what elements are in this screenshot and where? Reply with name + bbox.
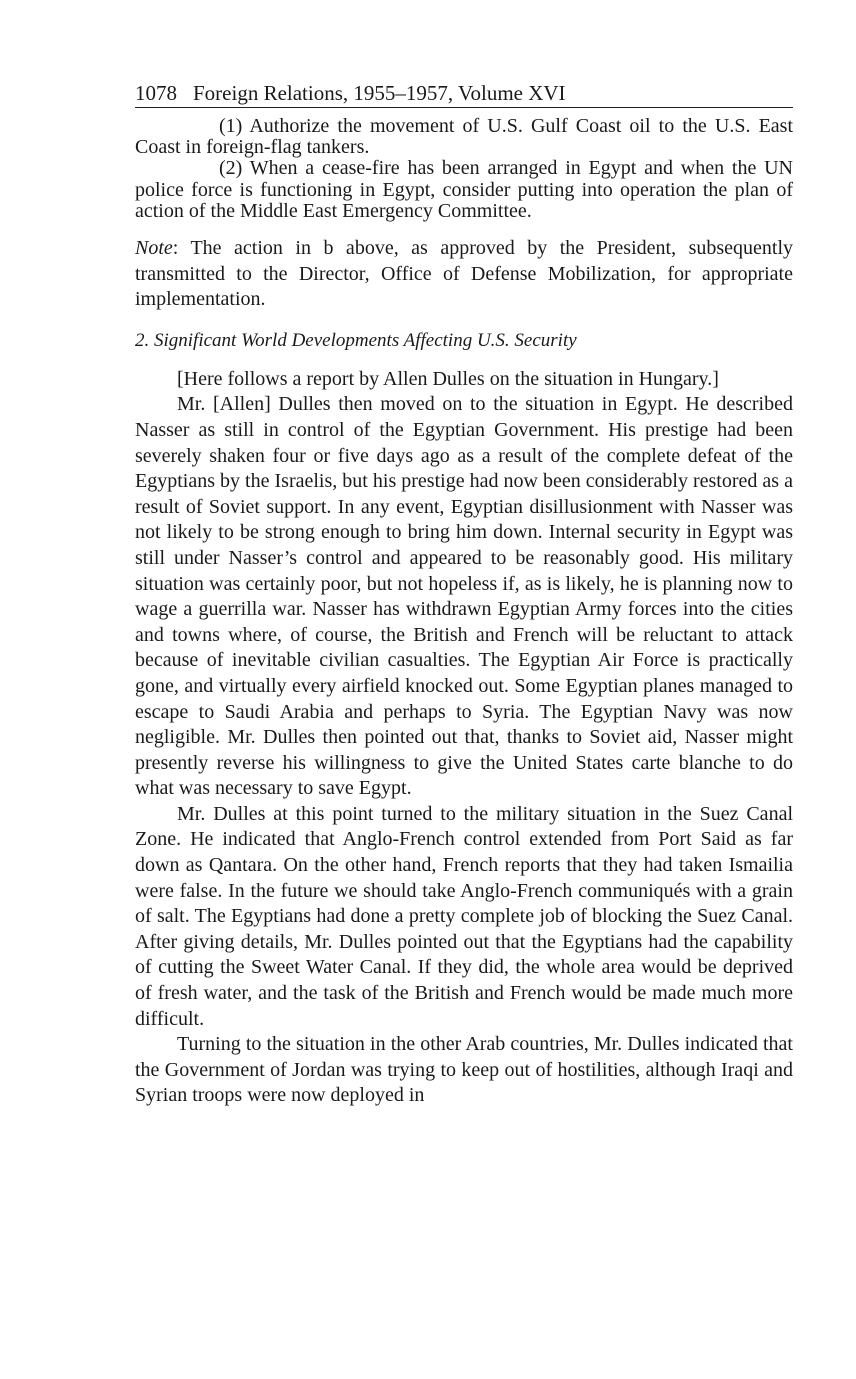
volume-title: Foreign Relations, 1955–1957, Volume XVI — [193, 81, 566, 105]
page-number: 1078 — [135, 81, 177, 105]
list-item-1: (1) Authorize the movement of U.S. Gulf Coast oil to the U.S. East Coast in foreign-flag tankers. — [135, 115, 793, 159]
paragraph-suez: Mr. Dulles at this point turned to the military situation in the Suez Canal Zone. He indicated that Anglo-French control extended from Port Said as far down as Qantara. On the other hand, French reports that they had taken Ismailia were false. In the future we should take Anglo-French communiqués with a grain of salt. The Egyptians had done a pretty complete job of blocking the Suez Canal. After giving details, Mr. Dulles pointed out that the Egyptians had the capability of cutting the Sweet Water Canal. If they did, the whole area would be deprived of fresh water, and the task of the British and French would be made much more difficult. — [135, 802, 793, 1030]
paragraph-egypt: Mr. [Allen] Dulles then moved on to the situation in Egypt. He described Nasser as still in control of the Egyptian Government. His prestige had been severely shaken four or five days ago as a result of the complete defeat of the Egyptians by the Israelis, but his prestige had now been considerably restored as a result of Soviet support. In any event, Egyptian disillusionment with Nasser was not likely to be strong enough to bring him down. Internal security in Egypt was still under Nasser’s control and appeared to be reasonably good. His military situation was certainly poor, but not hopeless if, as is likely, he is planning now to wage a guerrilla war. Nasser has withdrawn Egyptian Army forces into the cities and towns where, of course, the British and French will be reluctant to attack because of inevitable civilian casualties. The Egyptian Air Force is practically gone, and virtually every airfield knocked out. Some Egyptian planes managed to escape to Saudi Arabia and perhaps to Syria. The Egyptian Navy was now negligible. Mr. Dulles then pointed out that, thanks to Soviet aid, Nasser might presently reverse his willingness to give the United States carte blanche to do what was necessary to save Egypt. — [135, 393, 793, 800]
section-heading: 2. Significant World Developments Affecting U.S. Security — [135, 329, 577, 351]
paragraph-hungary: [Here follows a report by Allen Dulles on the situation in Hungary.] — [177, 367, 719, 390]
recommendation-list — [135, 115, 793, 222]
running-head — [135, 80, 793, 108]
paragraph-arab-countries: Turning to the situation in the other Arab countries, Mr. Dulles indicated that the Government of Jordan was trying to keep out of hostilities, although Iraqi and Syrian troops were now deployed in — [135, 1033, 793, 1107]
note-paragraph — [135, 236, 793, 313]
list-item-2: (2) When a cease-fire has been arranged in Egypt and when the UN police force is functioning in Egypt, consider putting into operation the plan of action of the Middle East Emergency Committee. — [135, 157, 793, 222]
note-text: : The action in b above, as approved by the President, subsequently transmitted to the Director, Office of Defense Mobilization, for appropriate implementation. — [135, 237, 793, 311]
note-label: Note — [135, 237, 173, 260]
document-page — [135, 80, 793, 1109]
